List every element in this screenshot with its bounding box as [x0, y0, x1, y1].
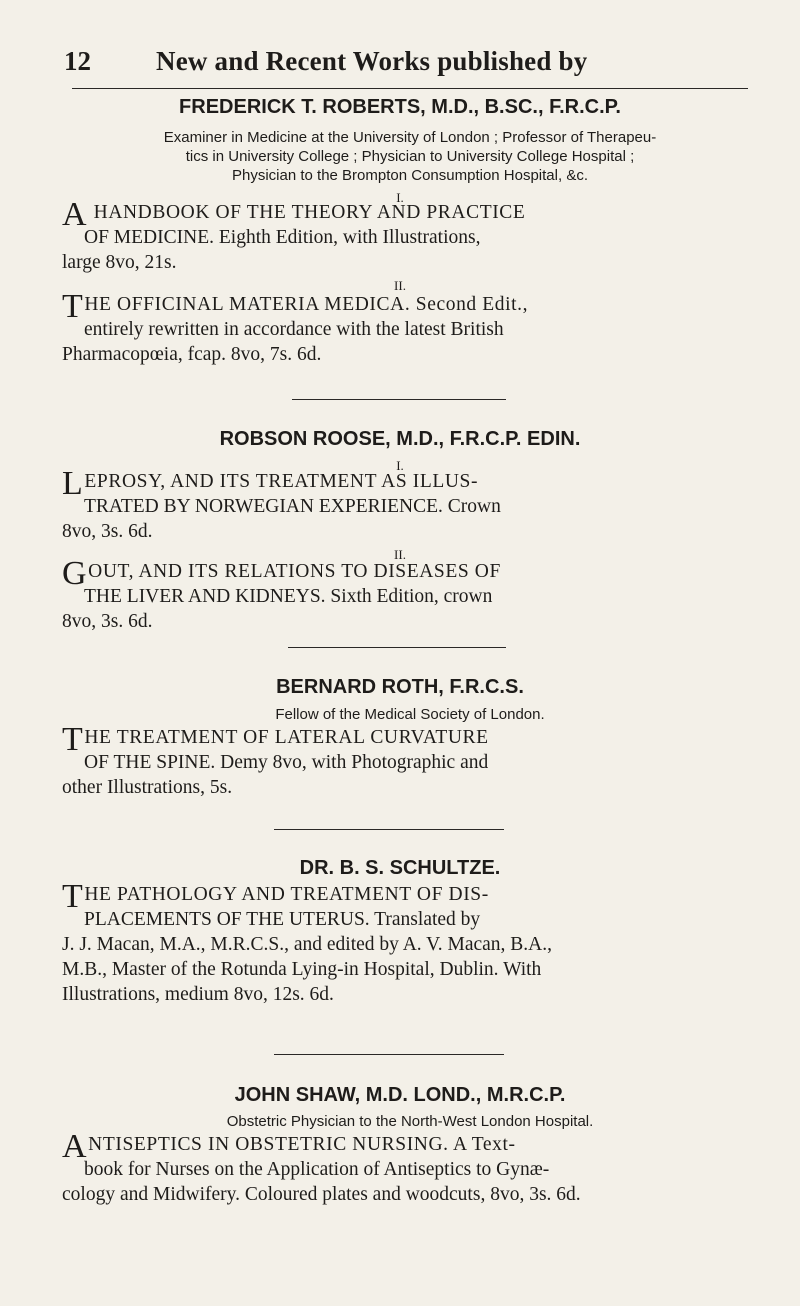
- work-title-line: A HANDBOOK OF THE THEORY AND PRACTICE: [62, 196, 526, 233]
- work-number: I.: [396, 190, 404, 205]
- running-title: New and Recent Works published by: [156, 46, 588, 76]
- work-title-line: LEPROSY, AND ITS TREATMENT AS ILLUS-: [62, 465, 479, 502]
- work-title-line: THE TREATMENT OF LATERAL CURVATURE: [62, 721, 489, 758]
- author-heading: ROBSON ROOSE, M.D., F.R.C.P. EDIN.: [219, 428, 581, 450]
- drop-initial: T: [62, 721, 84, 758]
- running-header: [64, 46, 744, 86]
- work-text-line: book for Nurses on the Application of Antiseptics to Gynæ-: [84, 1159, 550, 1180]
- author-description: tics in University College ; Physician to University College Hospital ;: [185, 148, 635, 165]
- author-heading: FREDERICK T. ROBERTS, M.D., B.SC., F.R.C.P.: [179, 96, 621, 118]
- page-number: 12: [64, 46, 91, 76]
- author-heading: JOHN SHAW, M.D. LOND., M.R.C.P.: [234, 1084, 566, 1106]
- work-text-line: 8vo, 3s. 6d.: [62, 521, 153, 542]
- work-title-line: GOUT, AND ITS RELATIONS TO DISEASES OF: [62, 555, 501, 592]
- work-title-line: THE OFFICINAL MATERIA MEDICA. Second Edit.,: [62, 288, 529, 325]
- work-text-line: large 8vo, 21s.: [62, 252, 177, 273]
- work-text-line: TRATED BY NORWEGIAN EXPERIENCE. Crown: [84, 496, 501, 517]
- work-title-line: ANTISEPTICS IN OBSTETRIC NURSING. A Text-: [62, 1128, 516, 1165]
- work-text-line: OF MEDICINE. Eighth Edition, with Illustrations,: [84, 227, 481, 248]
- work-text-line: M.B., Master of the Rotunda Lying-in Hospital, Dublin. With: [62, 959, 542, 980]
- section-divider: [274, 829, 504, 830]
- author-description: Physician to the Brompton Consumption Hospital, &c.: [231, 167, 588, 184]
- work-text-line: OF THE SPINE. Demy 8vo, with Photographic and: [84, 752, 489, 773]
- work-text-line: cology and Midwifery. Coloured plates and woodcuts, 8vo, 3s. 6d.: [62, 1184, 581, 1205]
- work-title-line: THE PATHOLOGY AND TREATMENT OF DIS-: [62, 878, 489, 915]
- work-text-line: PLACEMENTS OF THE UTERUS. Translated by: [84, 909, 481, 930]
- work-text-line: other Illustrations, 5s.: [62, 777, 233, 798]
- work-text-line: J. J. Macan, M.A., M.R.C.S., and edited by A. V. Macan, B.A.,: [62, 934, 553, 955]
- author-description: Fellow of the Medical Society of London.: [275, 706, 545, 723]
- drop-initial: A: [62, 196, 88, 233]
- work-text-line: 8vo, 3s. 6d.: [62, 611, 153, 632]
- work-text-line: Pharmacopœia, fcap. 8vo, 7s. 6d.: [62, 344, 322, 365]
- author-description: Examiner in Medicine at the University of London ; Professor of Therapeu-: [163, 129, 657, 146]
- work-number: II.: [394, 547, 406, 562]
- work-text-line: THE LIVER AND KIDNEYS. Sixth Edition, crown: [84, 586, 493, 607]
- author-description: Obstetric Physician to the North-West London Hospital.: [226, 1113, 594, 1130]
- author-heading: DR. B. S. SCHULTZE.: [299, 857, 501, 879]
- drop-initial: T: [62, 288, 84, 325]
- author-heading: BERNARD ROTH, F.R.C.S.: [276, 676, 524, 698]
- section-divider: [274, 1054, 504, 1055]
- section-divider: [292, 399, 506, 400]
- work-number: I.: [396, 458, 404, 473]
- header-rule: [72, 88, 748, 89]
- work-text-line: Illustrations, medium 8vo, 12s. 6d.: [62, 984, 334, 1005]
- drop-initial: G: [62, 555, 88, 592]
- drop-initial: L: [62, 465, 84, 502]
- work-text-line: entirely rewritten in accordance with the latest British: [84, 319, 504, 340]
- drop-initial: A: [62, 1128, 88, 1165]
- drop-initial: T: [62, 878, 84, 915]
- section-divider: [288, 647, 506, 648]
- work-number: II.: [394, 278, 406, 293]
